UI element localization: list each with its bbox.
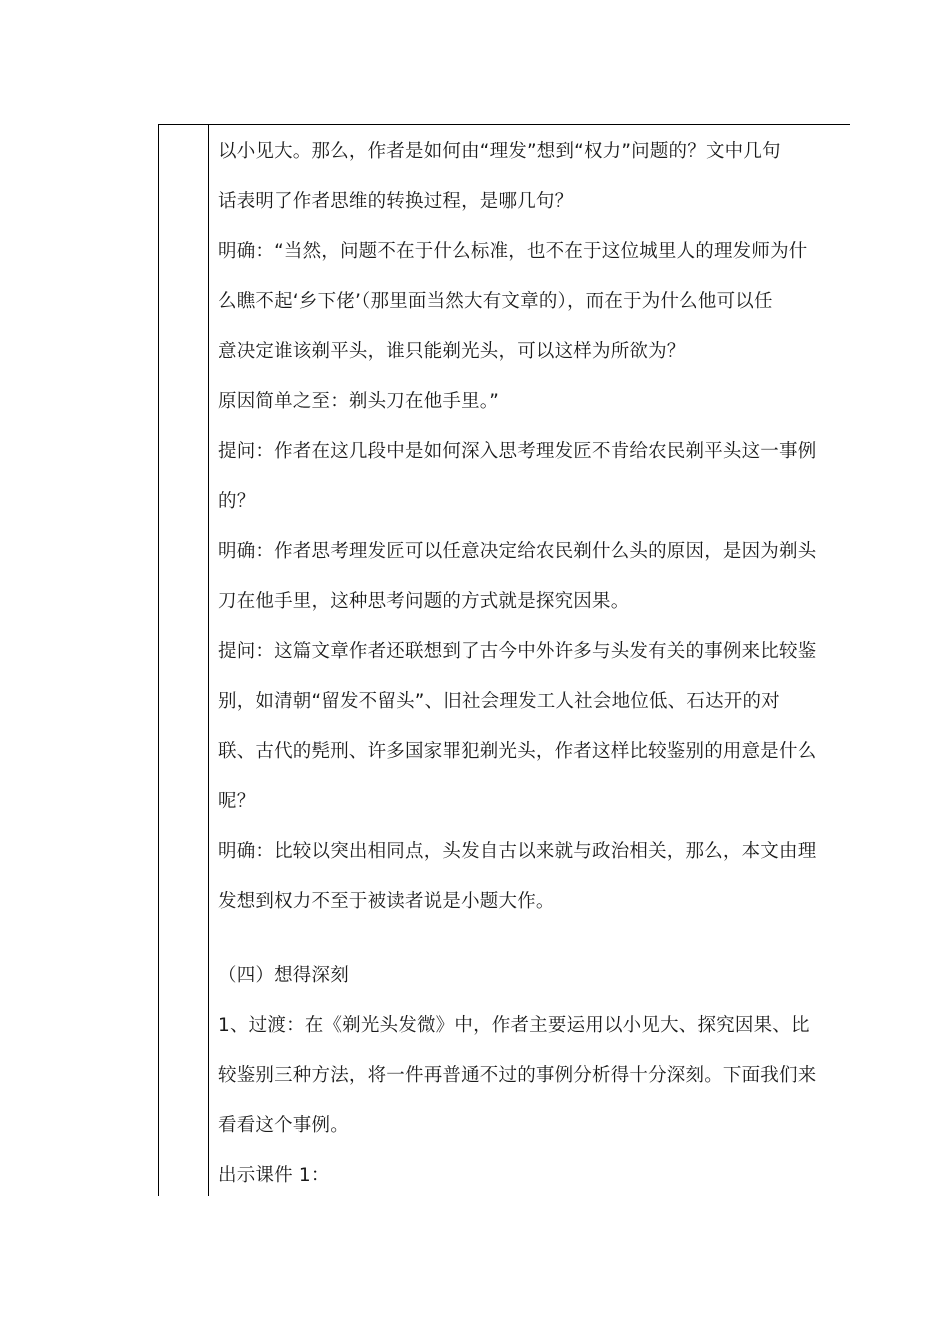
paragraph-line: 原因简单之至：剃头刀在他手里。”	[218, 391, 500, 412]
paragraph-line: 看看这个事例。	[218, 1115, 349, 1136]
paragraph-line: 的？	[218, 491, 256, 512]
paragraph-line: 出示课件 1：	[218, 1165, 330, 1186]
paragraph-line: 明确：“当然，问题不在于什么标准，也不在于这位城里人的理发师为什	[218, 241, 808, 262]
paragraph-line: 提问：作者在这几段中是如何深入思考理发匠不肯给农民剃平头这一事例	[218, 441, 817, 462]
section-heading: （四）想得深刻	[218, 965, 349, 986]
paragraph-line: 别，如清朝“留发不留头”、旧社会理发工人社会地位低、石达开的对	[218, 691, 780, 712]
paragraph-line: 发想到权力不至于被读者说是小题大作。	[218, 891, 555, 912]
paragraph-line: 较鉴别三种方法，将一件再普通不过的事例分析得十分深刻。下面我们来	[218, 1065, 817, 1086]
table-top-border	[158, 124, 850, 125]
table-column-divider	[208, 124, 209, 1196]
paragraph-line: 以小见大。那么，作者是如何由“理发”想到“权力”问题的？文中几句	[218, 141, 781, 162]
table-content-cell	[218, 127, 838, 1201]
paragraph-line: 联、古代的髡刑、许多国家罪犯剃光头，作者这样比较鉴别的用意是什么	[218, 741, 817, 762]
paragraph-line: 话表明了作者思维的转换过程，是哪几句？	[218, 191, 574, 212]
paragraph-line: 呢？	[218, 791, 256, 812]
paragraph-line: 1、过渡：在《剃光头发微》中，作者主要运用以小见大、探究因果、比	[218, 1015, 810, 1036]
paragraph-line: 意决定谁该剃平头，谁只能剃光头，可以这样为所欲为？	[218, 341, 686, 362]
paragraph-line: 么瞧不起‘乡下佬’（那里面当然大有文章的），而在于为什么他可以任	[218, 291, 773, 312]
paragraph-line: 刀在他手里，这种思考问题的方式就是探究因果。	[218, 591, 630, 612]
table-left-border	[158, 124, 159, 1196]
paragraph-line: 提问：这篇文章作者还联想到了古今中外许多与头发有关的事例来比较鉴	[218, 641, 817, 662]
paragraph-line: 明确：比较以突出相同点，头发自古以来就与政治相关，那么，本文由理	[218, 841, 817, 862]
paragraph-line: 明确：作者思考理发匠可以任意决定给农民剃什么头的原因，是因为剃头	[218, 541, 817, 562]
paragraph-spacer	[218, 927, 838, 951]
